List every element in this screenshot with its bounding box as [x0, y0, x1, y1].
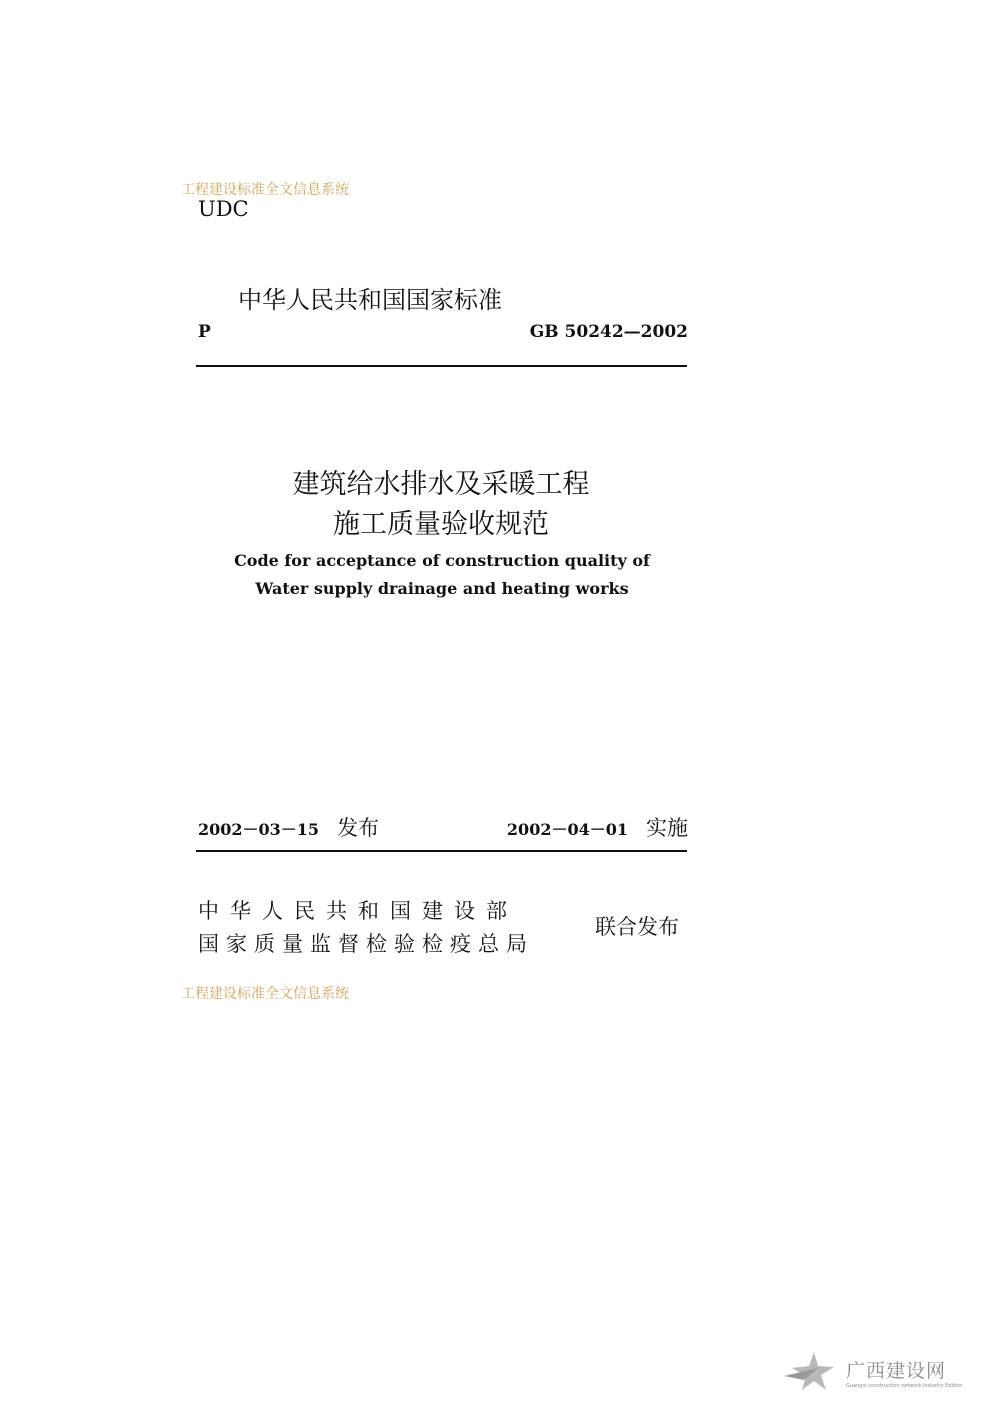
title-en-line-1: Code for acceptance of construction quality of: [234, 551, 650, 570]
standard-number: GB 50242—2002: [529, 322, 688, 342]
issue-label: 发布: [337, 816, 380, 840]
logo-name-cn: 广西建设网: [846, 1360, 947, 1382]
issuer-aqsiq: 国家质量监督检验检疫总局: [198, 932, 534, 956]
implement-label: 实施: [646, 816, 688, 840]
star-logo-icon: [784, 1350, 836, 1392]
joint-issue-label: 联合发布: [595, 915, 679, 939]
issue-date: 2002－03－15: [198, 820, 320, 839]
site-logo: [784, 1350, 984, 1394]
standard-type: 中华人民共和国国家标准: [238, 286, 502, 314]
title-cn-line-2: 施工质量验收规范: [333, 509, 549, 540]
title-en-line-2: Water supply drainage and heating works: [255, 579, 629, 598]
implement-date: 2002－04－01: [506, 820, 628, 839]
title-cn-line-1: 建筑给水排水及采暖工程: [292, 469, 590, 500]
watermark-bottom: 工程建设标准全文信息系统: [181, 986, 349, 1002]
issue-date-block: [198, 812, 379, 842]
implement-date-block: [507, 812, 688, 842]
watermark-top: 工程建设标准全文信息系统: [181, 182, 349, 198]
issuer-ministry: 中华人民共和国建设部: [198, 899, 518, 923]
header-rule: [196, 365, 687, 367]
category-code: P: [198, 322, 211, 342]
date-rule: [196, 850, 687, 852]
udc-label: UDC: [198, 197, 249, 221]
logo-name-en: Guangxi construction network Industry Edition: [846, 1383, 963, 1389]
